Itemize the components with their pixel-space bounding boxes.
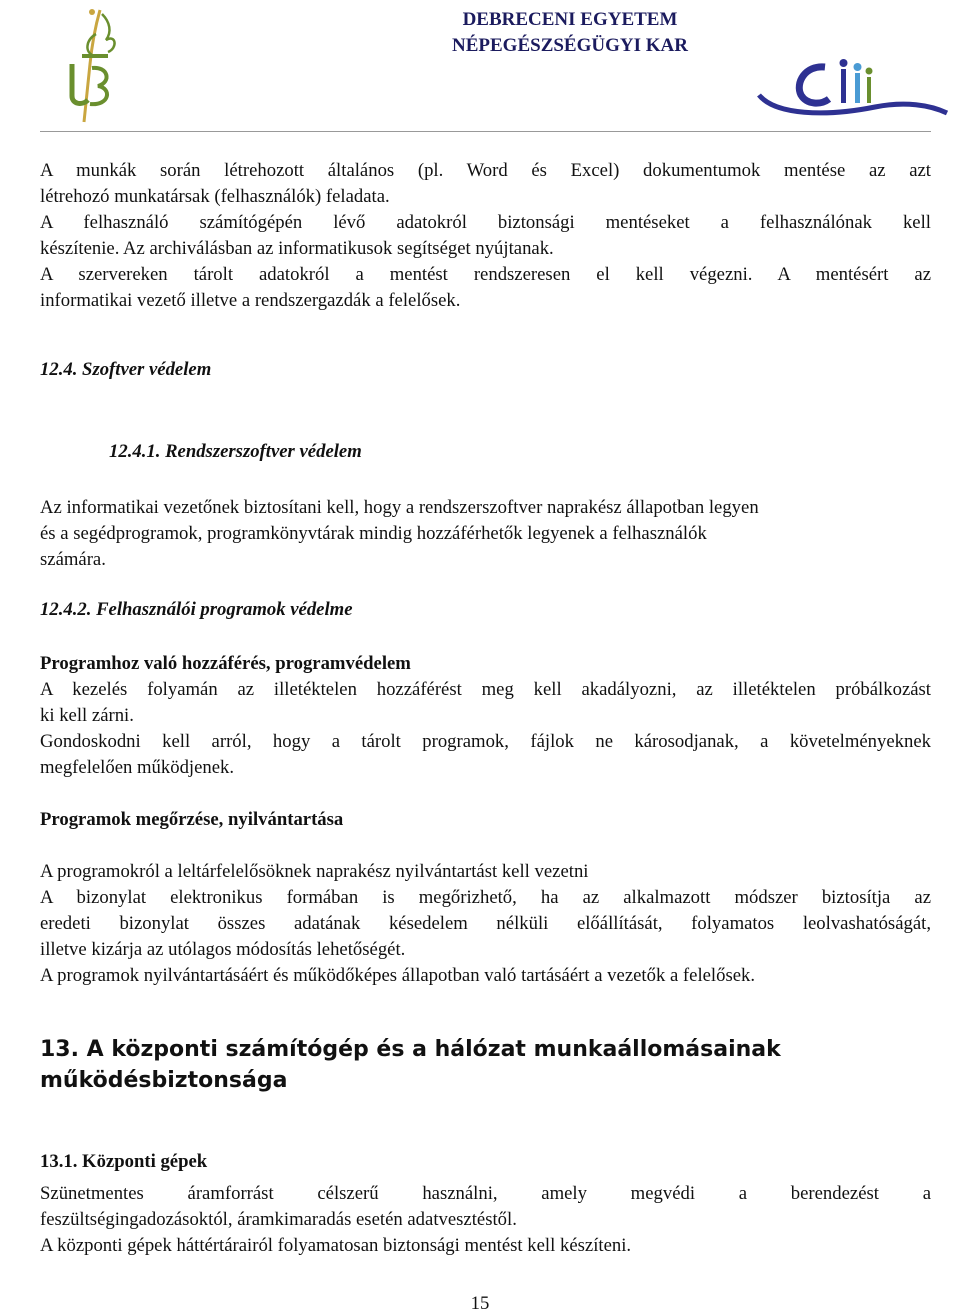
access-line-2: ki kell zárni.	[40, 705, 134, 726]
institution-name-line1: DEBRECENI EGYETEM	[462, 9, 678, 30]
heading-13-1: 13.1. Központi gépek	[40, 1151, 208, 1172]
access-line-1: A kezelés folyamán az illetéktelen hozzáférést meg kell akadályozni, az illetéktelen próbálkozást	[40, 679, 931, 700]
header-divider	[40, 131, 931, 132]
s13-1-line-1: Szünetmentes áramforrást célszerű használni, amely megvédi a berendezést a	[40, 1183, 931, 1204]
subheading-access: Programhoz való hozzáférés, programvédelem	[40, 653, 411, 674]
intro-line-4: készítenie. Az archiválásban az informatikusok segítséget nyújtanak.	[40, 238, 554, 259]
s12-4-1-line-1: Az informatikai vezetőnek biztosítani kell, hogy a rendszerszoftver naprakész állapotban legyen	[40, 497, 759, 518]
s13-1-line-3: A központi gépek háttértárairól folyamatosan biztonsági mentést kell készíteni.	[40, 1235, 632, 1256]
intro-line-5: A szervereken tárolt adatokról a mentést rendszeresen el kell végezni. A mentésért az	[40, 264, 931, 285]
page-number: 15	[470, 1293, 490, 1314]
access-line-3: Gondoskodni kell arról, hogy a tárolt programok, fájlok ne károsodjanak, a követelményeknek	[40, 731, 931, 752]
intro-line-6: informatikai vezető illetve a rendszergazdák a felelősek.	[40, 290, 461, 311]
registry-line-1: A programokról a leltárfelelősöknek naprakész nyilvántartást kell vezetni	[40, 861, 589, 882]
registry-line-2: A bizonylat elektronikus formában is megőrizhető, ha az alkalmazott módszer biztosítja az	[40, 887, 931, 908]
heading-13-line-2: működésbiztonsága	[40, 1068, 288, 1093]
heading-12-4: 12.4. Szoftver védelem	[40, 359, 212, 380]
registry-line-3: eredeti bizonylat összes adatának késedelem nélküli előállítását, folyamatos leolvashatóságát,	[40, 913, 931, 934]
intro-line-2: létrehozó munkatársak (felhasználók) feladata.	[40, 186, 390, 207]
intro-line-1: A munkák során létrehozott általános (pl. Word és Excel) dokumentumok mentése az azt	[40, 160, 931, 181]
heading-13-line-1: 13. A központi számítógép és a hálózat munkaállomásainak	[40, 1037, 781, 1062]
s12-4-1-line-2: és a segédprogramok, programkönyvtárak mindig hozzáférhetők legyenek a felhasználók	[40, 523, 707, 544]
access-line-4: megfelelően működjenek.	[40, 757, 235, 778]
registry-line-4: illetve kizárja az utólagos módosítás lehetőségét.	[40, 939, 406, 960]
heading-12-4-2: 12.4.2. Felhasználói programok védelme	[40, 599, 353, 620]
university-crest-icon	[52, 4, 134, 128]
s12-4-1-line-3: számára.	[40, 549, 106, 570]
institution-name-line2: NÉPEGÉSZSÉGÜGYI KAR	[452, 35, 688, 56]
heading-12-4-1: 12.4.1. Rendszerszoftver védelem	[109, 441, 362, 462]
registry-line-5: A programok nyilvántartásáért és működőképes állapotban való tartásáért a vezetők a felelősek.	[40, 965, 756, 986]
document-body	[40, 158, 931, 1259]
intro-line-3: A felhasználó számítógépén lévő adatokról biztonsági mentéseket a felhasználónak kell	[40, 212, 931, 233]
subheading-registry: Programok megőrzése, nyilvántartása	[40, 809, 344, 830]
page-header	[0, 0, 960, 130]
s13-1-line-2: feszültségingadozásoktól, áramkimaradás esetén adatvesztéstől.	[40, 1209, 517, 1230]
faculty-logo-icon	[755, 55, 951, 120]
